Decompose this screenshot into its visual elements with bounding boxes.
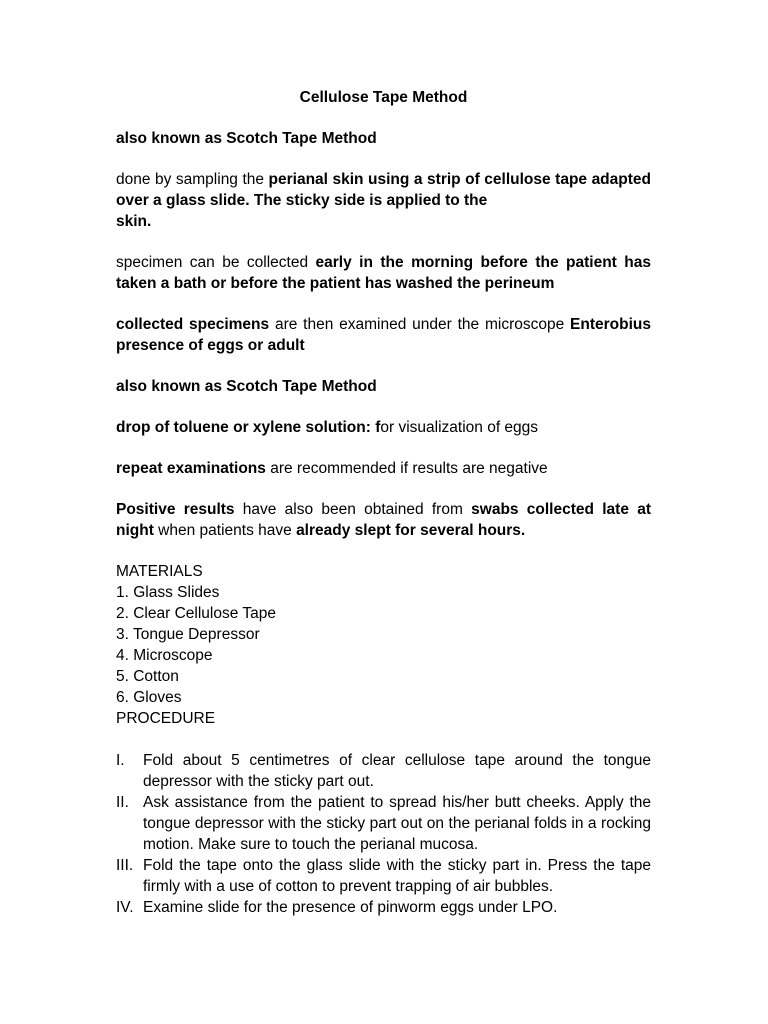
collected-specimens-bold: collected specimens [116, 316, 270, 333]
toluene-bold: drop of toluene or xylene solution: f [116, 419, 381, 436]
procedure-list [116, 750, 651, 918]
swabs-bold: swabs collected late at night [116, 501, 652, 539]
procedure-heading: PROCEDURE [116, 710, 216, 727]
procedure-step [116, 792, 651, 855]
procedure-step-text: Examine slide for the presence of pinworm eggs under LPO. [143, 899, 558, 916]
procedure-step-number: IV. [116, 899, 134, 916]
enterobius-bold: Enterobius presence of eggs or adult [116, 316, 651, 354]
procedure-step-text: Ask assistance from the patient to spread his/her butt cheeks. Apply the tongue depressor with the sticky part out on the perianal folds in a rocking motion. Make sure to touch the perianal mucosa. [143, 794, 651, 853]
specimen-bold-text: early in the morning before the patient has taken a bath or before the patient has washed the perineum [116, 254, 652, 292]
materials-item: 2. Clear Cellulose Tape [116, 605, 276, 622]
paragraph-sampling [116, 169, 651, 232]
procedure-step [116, 855, 651, 897]
materials-item: 5. Cotton [116, 668, 179, 685]
repeat-exams-text: are recommended if results are negative [265, 460, 548, 477]
paragraph-also-known-as-repeat [116, 376, 651, 397]
specimen-text: specimen can be collected [116, 254, 316, 271]
sampling-bold-text: perianal skin using a strip of cellulose tape adapted over a glass slide. The sticky side is applied to the [116, 171, 651, 209]
materials-heading: MATERIALS [116, 563, 203, 580]
repeat-exams-bold: repeat examinations [116, 460, 266, 477]
also-known-as-text: also known as Scotch Tape Method [116, 130, 377, 147]
procedure-step-number: II. [116, 794, 129, 811]
slept-bold: already slept for several hours. [296, 522, 526, 539]
examination-text: are then examined under the microscope [269, 316, 571, 333]
procedure-step [116, 897, 651, 918]
procedure-step [116, 750, 651, 792]
paragraph-specimen-collection [116, 252, 651, 294]
materials-item: 3. Tongue Depressor [116, 626, 260, 643]
materials-item: 1. Glass Slides [116, 584, 220, 601]
paragraph-toluene [116, 417, 651, 438]
paragraph-positive-results [116, 499, 651, 541]
sampling-bold-skin: skin. [116, 213, 152, 230]
paragraph-repeat-exams [116, 458, 651, 479]
night-text: when patients have [153, 522, 297, 539]
procedure-step-number: I. [116, 752, 125, 769]
positive-results-bold: Positive results [116, 501, 235, 518]
also-known-as-repeat-text: also known as Scotch Tape Method [116, 378, 377, 395]
materials-item: 4. Microscope [116, 647, 213, 664]
sampling-text: done by sampling the [116, 171, 269, 188]
materials-section [116, 561, 651, 729]
procedure-step-text: Fold about 5 centimetres of clear cellulose tape around the tongue depressor with the sticky part out. [143, 752, 651, 790]
positive-results-text: have also been obtained from [234, 501, 472, 518]
procedure-step-number: III. [116, 857, 134, 874]
materials-item: 6. Gloves [116, 689, 182, 706]
paragraph-also-known-as [116, 128, 651, 149]
toluene-text: or visualization of eggs [380, 419, 539, 436]
procedure-step-text: Fold the tape onto the glass slide with the sticky part in. Press the tape firmly with a use of cotton to prevent trapping of air bubbles. [143, 857, 651, 895]
document-page [116, 87, 651, 918]
document-title: Cellulose Tape Method [299, 89, 468, 106]
paragraph-examination [116, 314, 651, 356]
